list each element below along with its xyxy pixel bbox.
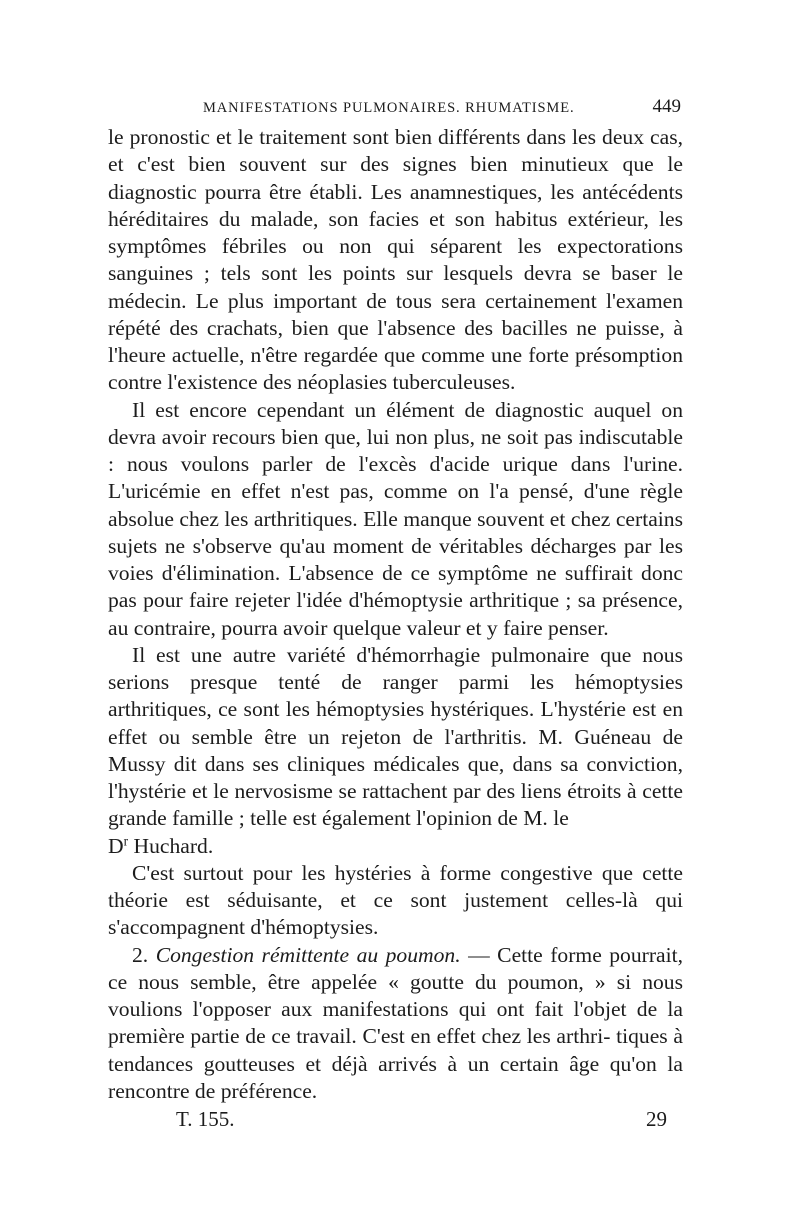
dr-superscript: r [123, 833, 129, 849]
page-header [108, 94, 683, 124]
section-number: 2. [132, 942, 156, 967]
signature-mark: T. 155. [176, 1107, 235, 1131]
paragraph-text: tiques à tendances goutteuses et déjà arrivés à un certain âge qu'on la rencontre de préférence. [108, 1024, 683, 1103]
sheet-number: 29 [646, 1107, 667, 1131]
page-footer [108, 1107, 683, 1137]
page-number: 449 [652, 96, 681, 117]
running-head: MANIFESTATIONS PULMONAIRES. RHUMATISME. [203, 100, 575, 116]
doctor-name: Huchard. [128, 833, 214, 858]
section-lead: — Cette forme pourrait, ce nous semble, être appelée « goutte du poumon, » si nous voulions l'opposer aux manifestations qui ont fait l'objet de la première partie de ce travail. C'est en effet chez les arthri- [108, 942, 684, 1049]
paragraph-text: Il est une autre variété d'hémorrhagie pulmonaire que nous serions presque tenté de ranger parmi les hémoptysies arthritiques, ce sont les hémoptysies hystériques. L'hystérie est en effet ou semble être un rejeton de l'arthritis. M. Guéneau de Mussy dit dans ses cliniques médicales que, dans sa conviction, l'hystérie et le nervosisme se rattachent par des liens étroits à cette grande famille ; telle est également l'opinion de M. le [108, 642, 683, 831]
dr-prefix: D [108, 833, 124, 858]
body-text [108, 124, 683, 1105]
section-paragraph [108, 942, 683, 1106]
paragraph: Il est encore cependant un élément de diagnostic auquel on devra avoir recours bien que, lui non plus, ne soit pas indiscutable : nous voulons parler de l'excès d'acide urique dans l'urine. L'uricémie en effet n'est pas, comme on l'a pensé, d'une règle absolue chez les arthritiques. Elle manque souvent et chez certains sujets ne s'observe qu'au moment de véritables décharges par les voies d'élimination. L'absence de ce symptôme ne suffirait donc pas pour faire rejeter l'idée d'hémoptysie arthritique ; sa présence, au contraire, pourra avoir quelque valeur et y faire penser. [108, 397, 683, 640]
paragraph: le pronostic et le traitement sont bien différents dans les deux cas, et c'est bien souvent sur des signes bien minutieux que le diagnostic pourra être établi. Les anamnestiques, les antécédents héréditaires du malade, son facies et son habitus extérieur, les symptômes fébriles ou non qui séparent les expectorations sanguines ; tels sont les points sur lesquels devra se baser le médecin. Le plus important de tous sera certainement l'examen répété des crachats, bien que l'absence des bacilles ne puisse, à l'heure actuelle, n'être regardée que comme une forte présomption contre l'existence des néoplasies tuberculeuses. [108, 125, 683, 395]
paragraph [108, 642, 683, 860]
page-content [108, 94, 683, 1137]
section-title: Congestion rémittente au poumon. [155, 942, 461, 967]
paragraph: C'est surtout pour les hystéries à forme congestive que cette théorie est séduisante, et ce sont justement celles-là qui s'accompagnent d'hémoptysies. [108, 860, 683, 940]
